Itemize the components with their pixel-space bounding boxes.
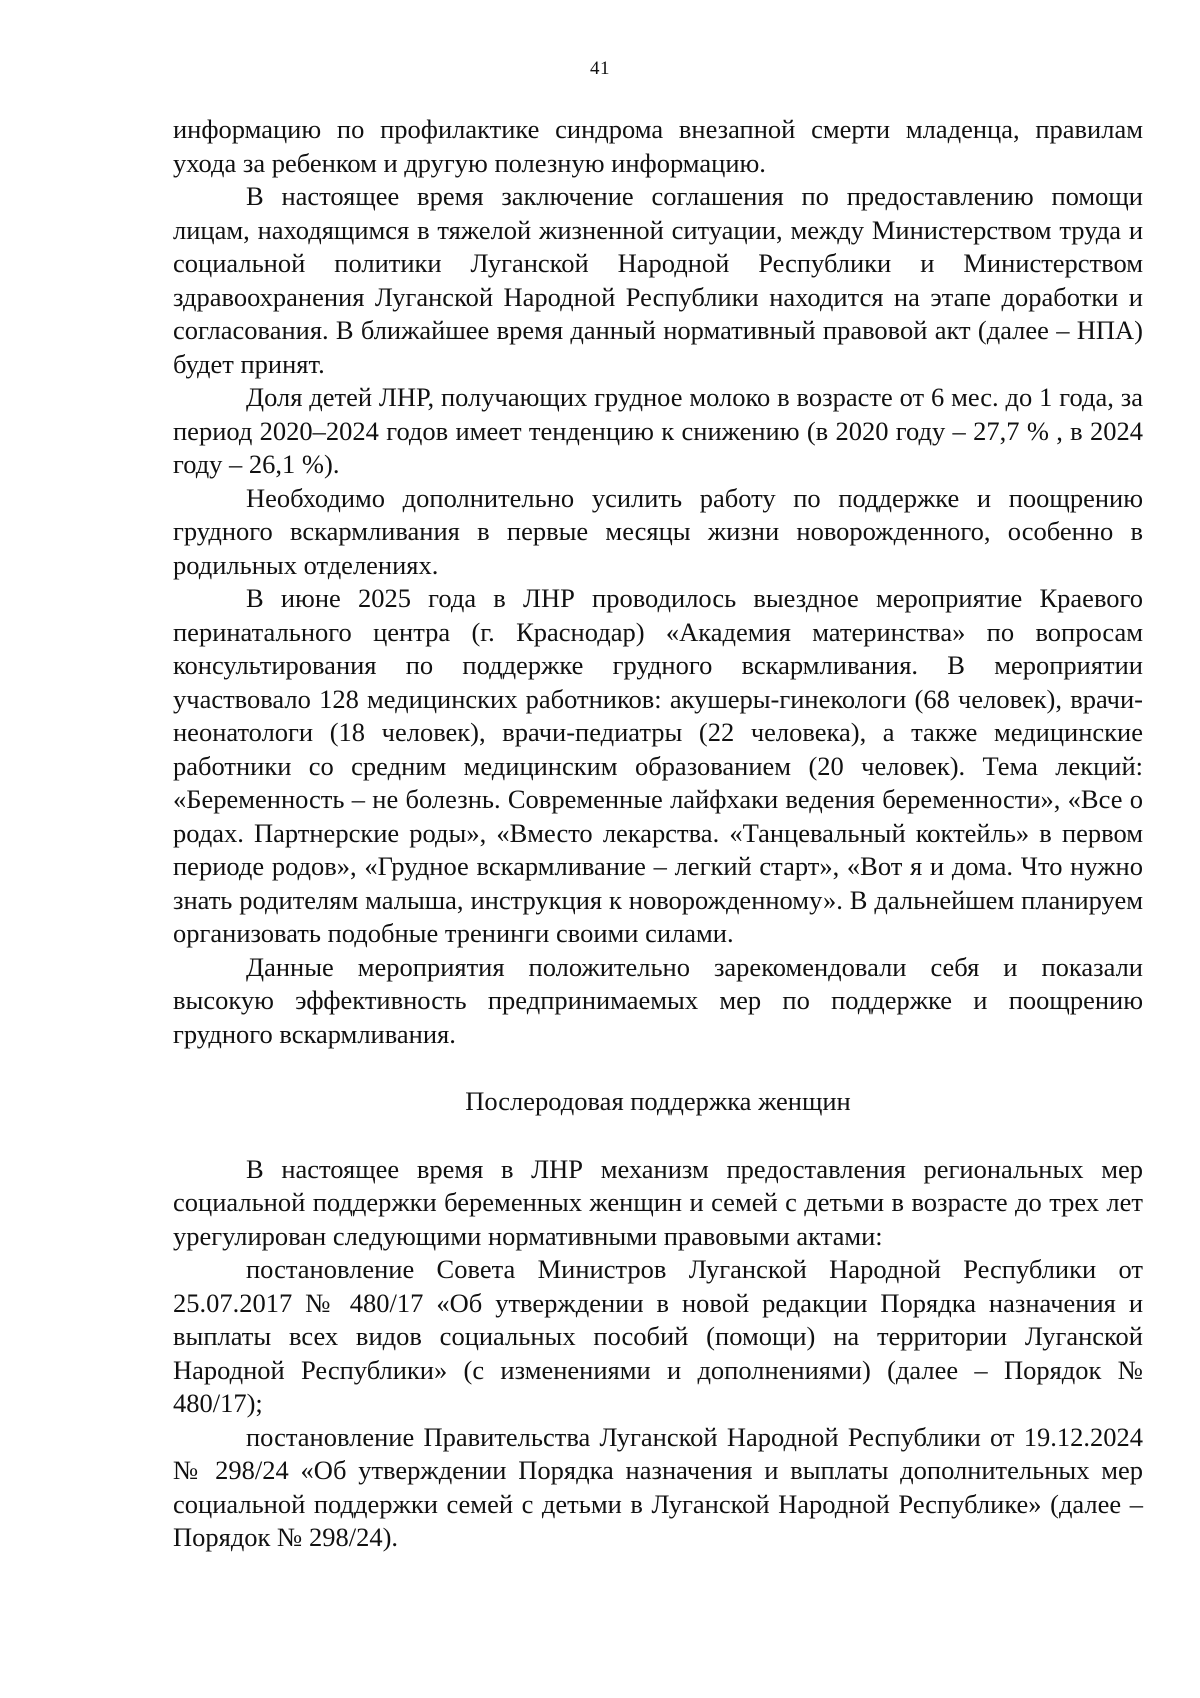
paragraph-resolution-480: постановление Совета Министров Луганской Народной Республики от 25.07.2017 № 480/17 «Об утверждении в новой редакции Порядка назначения и выплаты всех видов социальных пособий (помощи) на территории Луганской Народной Республики» (с изменениями и дополнениями) (далее – Порядок № 480/17);: [173, 1254, 1143, 1418]
paragraph-academy-event: В июне 2025 года в ЛНР проводилось выездное мероприятие Краевого перинатального центра (г. Краснодар) «Академия материнства» по вопросам консультирования по поддержке грудного вскармливания. В мероприятии участвовало 128 медицинских работников: акушеры-гинекологи (68 человек), врачи-неонатологи (18 человек), врачи-педиатры (22 человека), а также медицинские работники со средним медицинским образованием (20 человек). Тема лекций: «Беременность – не болезнь. Современные лайфхаки ведения беременности», «Все о родах. Партнерские роды», «Вместо лекарства. «Танцевальный коктейль» в первом периоде родов», «Грудное вскармливание – легкий старт», «Вот я и дома. Что нужно знать родителям малыша, инструкция к новорожденному». В дальнейшем планируем организовать подобные тренинги своими силами.: [173, 583, 1143, 948]
section-heading: Послеродовая поддержка женщин: [465, 1086, 851, 1116]
paragraph-legal-framework: В настоящее время в ЛНР механизм предоставления региональных мер социальной поддержки беременных женщин и семей с детьми в возрасте до трех лет урегулирован следующими нормативными правовыми актами:: [173, 1153, 1143, 1251]
paragraph-agreement: В настоящее время заключение соглашения по предоставлению помощи лицам, находящимся в тяжелой жизненной ситуации, между Министерством труда и социальной политики Луганской Народной Республики и Министерством здравоохранения Луганской Народной Республики находится на этапе доработки и согласования. В ближайшее время данный нормативный правовой акт (далее – НПА) будет принят.: [173, 181, 1143, 379]
paragraph-breastfeeding-share: Доля детей ЛНР, получающих грудное молоко в возрасте от 6 мес. до 1 года, за период 2020–2024 годов имеет тенденцию к снижению (в 2020 году – 27,7 % , в 2024 году – 26,1 %).: [173, 382, 1143, 479]
page-number: 41: [590, 58, 610, 79]
paragraph-effectiveness: Данные мероприятия положительно зарекомендовали себя и показали высокую эффективность предпринимаемых мер по поддержке и поощрению грудного вскармливания.: [173, 951, 1143, 1049]
document-body: [173, 113, 1143, 1555]
paragraph-resolution-298: постановление Правительства Луганской Народной Республики от 19.12.2024 № 298/24 «Об утверждении Порядка назначения и выплаты дополнительных мер социальной поддержки семей с детьми в Луганской Народной Республике» (далее – Порядок № 298/24).: [173, 1421, 1143, 1552]
paragraph-intro-continuation: информацию по профилактике синдрома внезапной смерти младенца, правилам ухода за ребенком и другую полезную информацию.: [173, 114, 1143, 178]
paragraph-strengthen-work: Необходимо дополнительно усилить работу по поддержке и поощрению грудного вскармливания в первые месяцы жизни новорожденного, особенно в родильных отделениях.: [173, 482, 1143, 580]
